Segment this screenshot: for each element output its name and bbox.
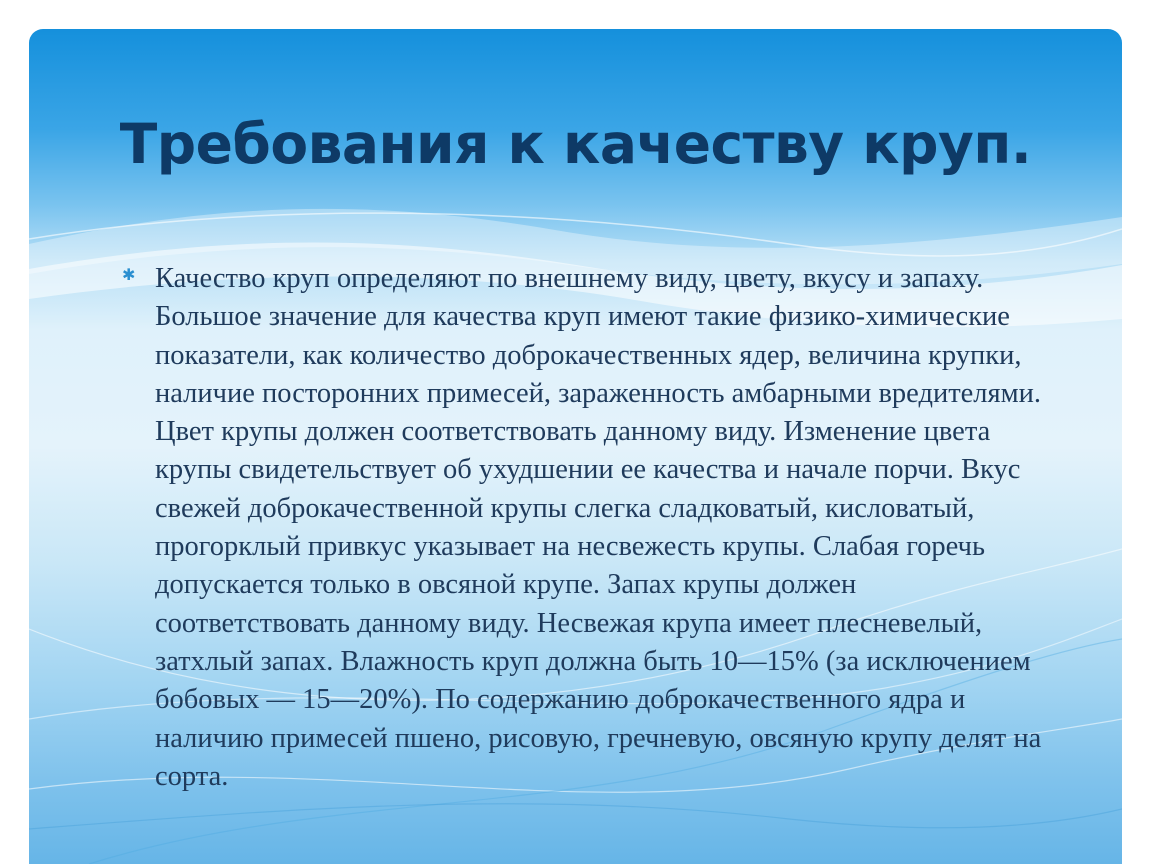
wave-line-6	[29, 804, 1122, 829]
slide	[29, 29, 1122, 864]
slide-body-text: Качество круп определяют по внешнему виду, цвету, вкусу и запаху. Большое значение для качества круп имеют такие физико-химические показатели, как количество доброкачественных ядер, величина крупки, наличие посторонних примесей, зараженность амбарными вредителями. Цвет крупы должен соответствовать данному виду. Изменение цвета крупы свидетельствует об ухудшении ее качества и начале порчи. Вкус свежей доброкачественной крупы слегка сладковатый, кисловатый, прогорклый привкус указывает на несвежесть крупы. Слабая горечь допускается только в овсяной крупе. Запах крупы должен соответствовать данному виду. Несвежая крупа имеет плесневелый, затхлый запах. Влажность круп должна быть 10—15% (за исключением бобовых — 15—20%). По содержанию доброкачественного ядра и наличию примесей пшено, рисовую, гречневую, овсяную крупу делят на сорта.	[155, 263, 1042, 792]
asterisk-bullet-icon: ✱	[122, 265, 136, 284]
slide-title: Требования к качеству круп.	[119, 112, 1032, 176]
